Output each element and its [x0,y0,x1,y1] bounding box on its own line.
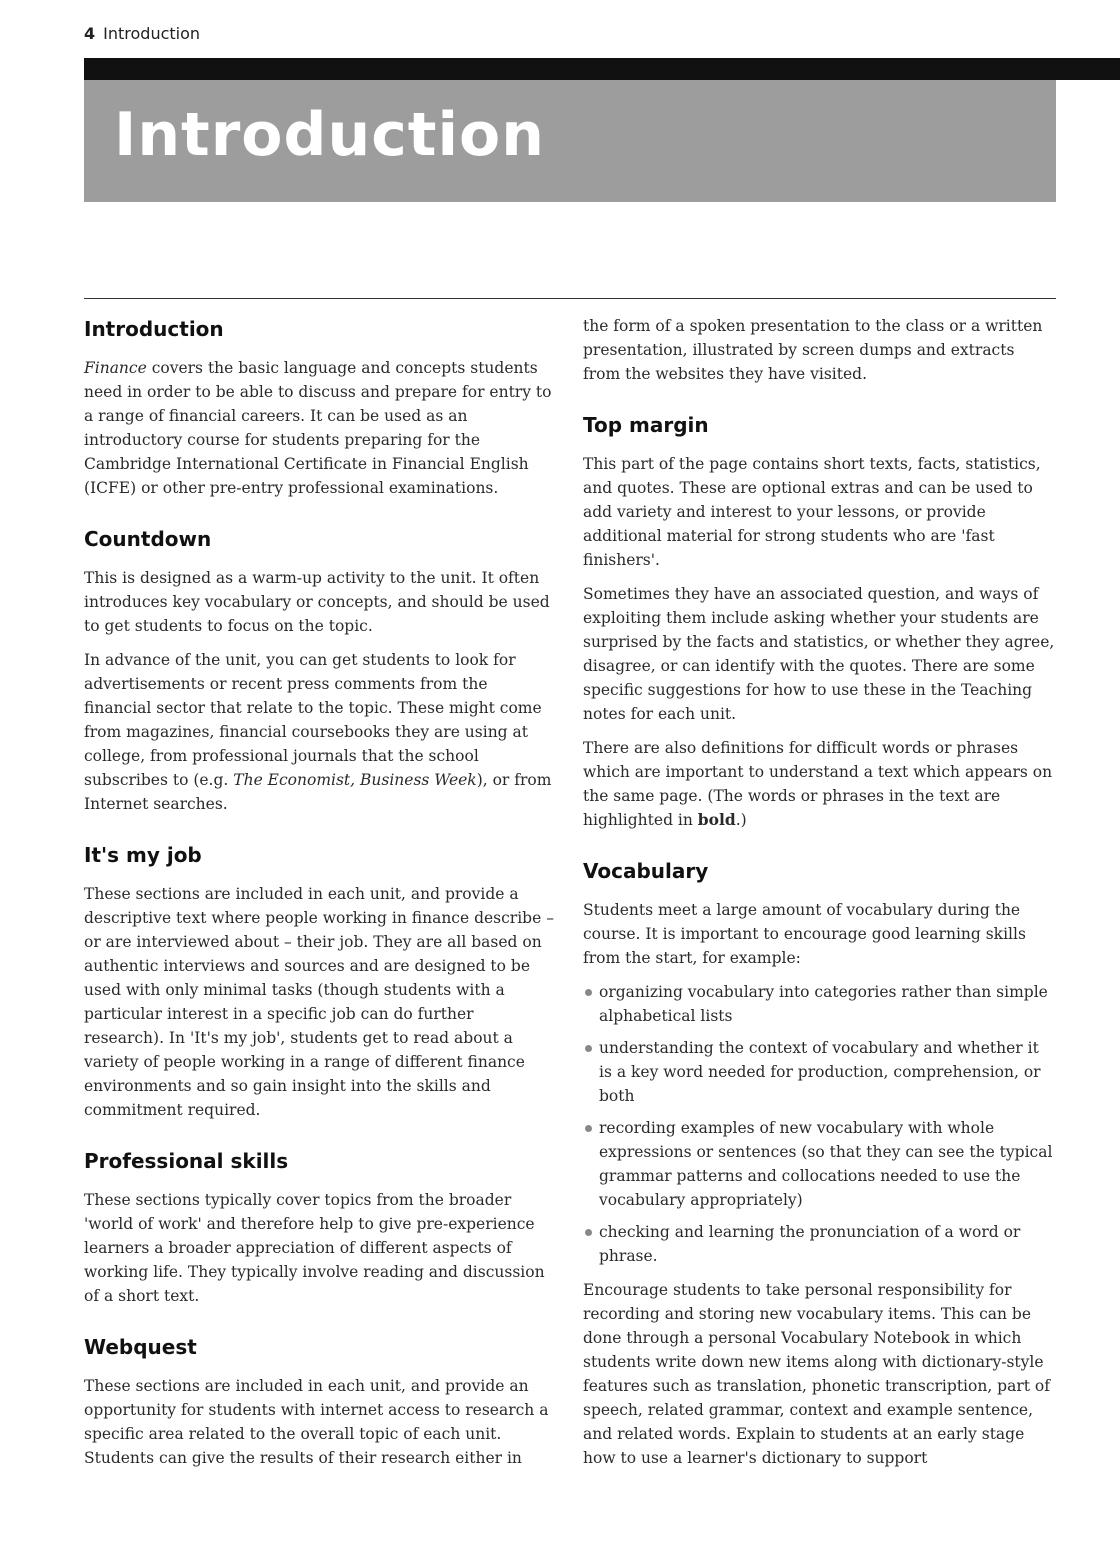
paragraph-text: ), or from Internet searches. [84,771,552,813]
paragraph: These sections typically cover topics from the broader 'world of work' and therefore help to give pre-experience learners a broader appreciation of different aspects of working life. They typically involve reading and discussion of a short text. [84,1191,545,1305]
running-header-section: Introduction [103,24,201,43]
section-introduction [84,314,556,500]
paragraph: the form of a spoken presentation to the class or a written presentation, illustrated by screen dumps and extracts from the websites they have visited. [583,317,1043,383]
section-heading: Countdown [84,527,212,551]
paragraph-text: covers the basic language and concepts students need in order to be able to discuss and prepare for entry to a range of financial careers. It can be used as an introductory course for students preparing for the Cambridge International Certificate in Financial English (ICFE) or other pre-entry professional examinations. [84,359,552,497]
page-title: Introduction [114,100,545,170]
paragraph: These sections are included in each unit, and provide an opportunity for students with internet access to research a specific area related to the overall topic of each unit. Students can give the results of their research either in [84,1377,549,1467]
section-professional-skills [84,1146,556,1308]
paragraph [84,648,556,816]
section-heading: Top margin [583,413,709,437]
section-heading: It's my job [84,843,202,867]
list-item: understanding the context of vocabulary and whether it is a key word needed for production, comprehension, or both [583,1036,1055,1108]
paragraph: Sometimes they have an associated question, and ways of exploiting them include asking whether your students are surprised by the facts and statistics, or whether they agree, disagree, or can identify with the quotes. There are some specific suggestions for how to use these in the Teaching notes for each unit. [583,585,1055,723]
emphasis: The Economist, Business Week [233,771,477,789]
page-number: 4 [84,24,96,43]
paragraph-text: In advance of the unit, you can get students to look for advertisements or recent press comments from the financial sector that relate to the topic. These might come from magazines, financial coursebooks they are using at college, from professional journals that the school subscribes to (e.g. [84,651,542,789]
section-its-my-job [84,840,556,1122]
bullet-list [583,980,1055,1268]
list-item: checking and learning the pronunciation of a word or phrase. [583,1220,1055,1268]
section-top-margin [583,410,1055,832]
content-divider [84,298,1056,299]
section-webquest-continued [583,314,1055,386]
paragraph [583,736,1055,832]
left-column [84,314,556,1494]
paragraph-text: .) [735,811,747,829]
section-heading: Vocabulary [583,859,709,883]
section-vocabulary [583,856,1055,1470]
list-item: organizing vocabulary into categories rather than simple alphabetical lists [583,980,1055,1028]
paragraph: Encourage students to take personal responsibility for recording and storing new vocabulary items. This can be done through a personal Vocabulary Notebook in which students write down new items along with dictionary-style features such as translation, phonetic transcription, part of speech, related grammar, context and example sentence, and related words. Explain to students at an early stage how to use a learner's dictionary to support [583,1281,1050,1467]
emphasis: Finance [84,359,147,377]
paragraph: These sections are included in each unit, and provide a descriptive text where people working in finance describe – or are interviewed about – their job. They are all based on authentic interviews and sources and are designed to be used with only minimal tasks (though students with a particular interest in a specific job can do further research). In 'It's my job', students get to read about a variety of people working in a range of different finance environments and so gain insight into the skills and commitment required. [84,885,554,1119]
paragraph [84,356,556,500]
title-banner [84,80,1056,202]
section-heading: Introduction [84,317,224,341]
section-webquest [84,1332,556,1470]
paragraph: This is designed as a warm-up activity to the unit. It often introduces key vocabulary or concepts, and should be used to get students to focus on the topic. [84,569,550,635]
top-rule [84,58,1120,80]
paragraph-text: There are also definitions for difficult words or phrases which are important to understand a text which appears on the same page. (The words or phrases in the text are highlighted in [583,739,1053,829]
section-countdown [84,524,556,816]
list-item: recording examples of new vocabulary with whole expressions or sentences (so that they can see the typical grammar patterns and collocations needed to use the vocabulary appropriately) [583,1116,1055,1212]
right-column [583,314,1055,1494]
section-heading: Webquest [84,1335,197,1359]
bold-text: bold [697,810,736,829]
running-header [84,24,200,43]
section-heading: Professional skills [84,1149,289,1173]
paragraph: Students meet a large amount of vocabulary during the course. It is important to encourage good learning skills from the start, for example: [583,901,1026,967]
paragraph: This part of the page contains short texts, facts, statistics, and quotes. These are optional extras and can be used to add variety and interest to your lessons, or provide additional material for strong students who are 'fast finishers'. [583,455,1041,569]
